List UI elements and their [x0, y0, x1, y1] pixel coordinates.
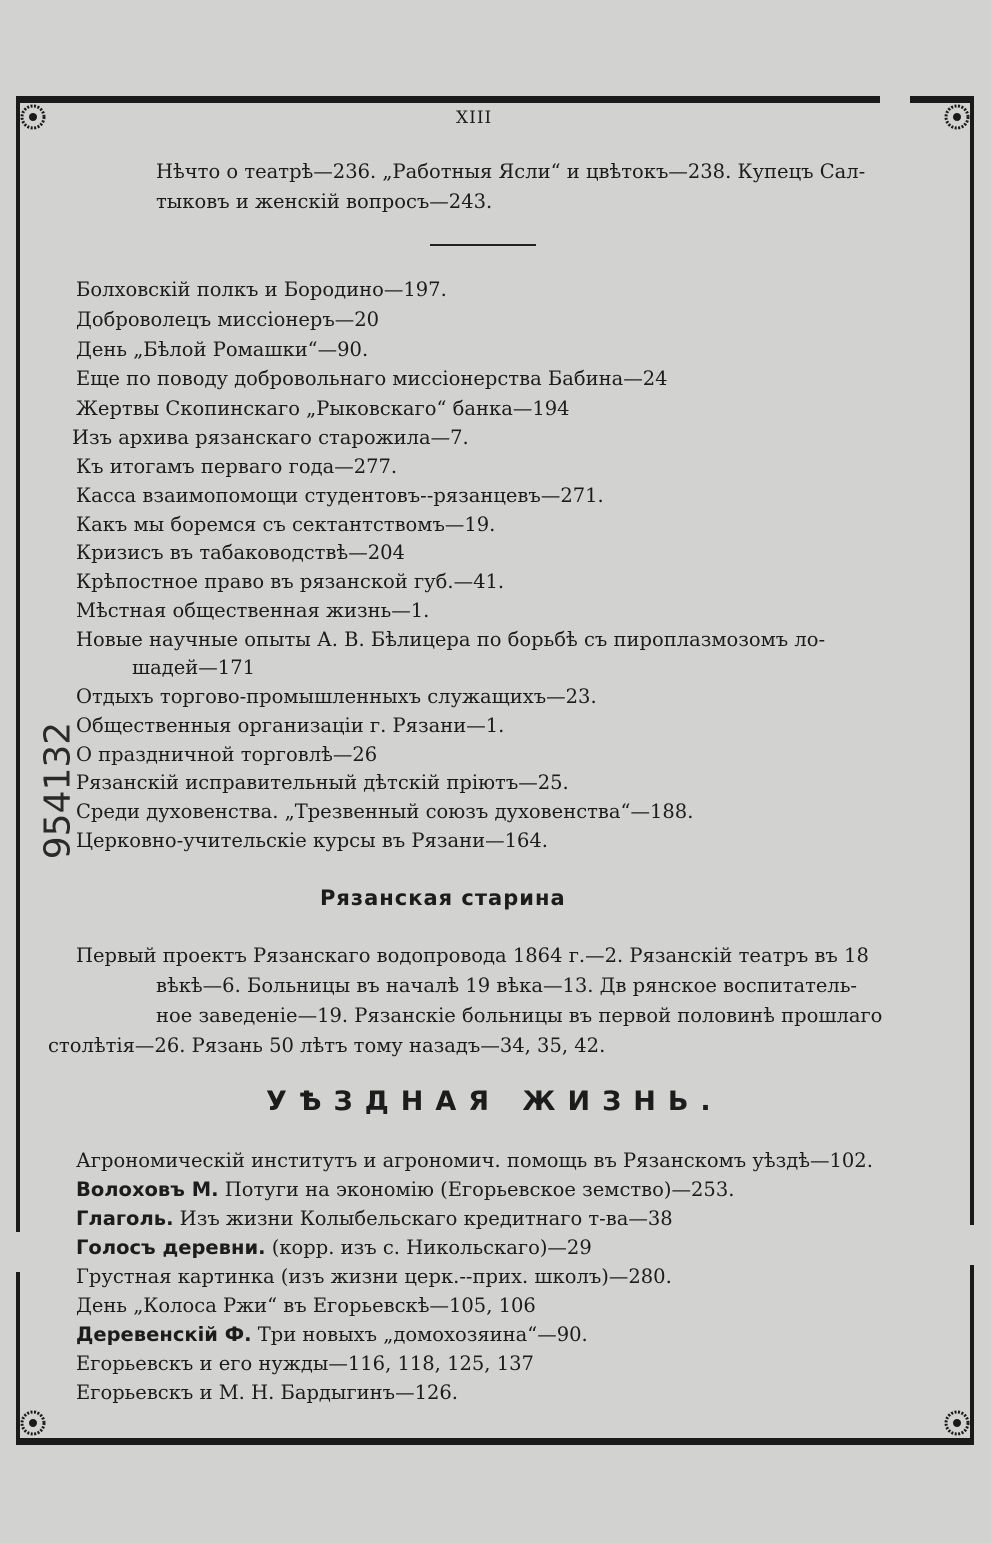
section-line: столѣтія—26. Рязань 50 лѣтъ тому назадъ—34, 35, 42. — [48, 1034, 606, 1057]
index-entry: Отдыхъ торгово-промышленныхъ служащихъ—23. — [76, 685, 597, 708]
index-entry: Доброволецъ миссіонеръ—20 — [76, 308, 380, 331]
index-entry: Церковно-учительскіе курсы въ Рязани—164. — [76, 829, 548, 852]
corner-ornament-icon — [20, 1410, 46, 1436]
entry-text: (корр. изъ с. Никольскаго)—29 — [265, 1236, 592, 1259]
entry-text: День „Колоса Ржи“ въ Егорьевскѣ—105, 106 — [76, 1294, 536, 1317]
entry-text: Три новыхъ „домохозяина“—90. — [251, 1323, 588, 1346]
corner-ornament-icon — [20, 104, 46, 130]
corner-ornament-icon — [944, 104, 970, 130]
index-entry: Мѣстная общественная жизнь—1. — [76, 599, 430, 622]
index-entry: Кризисъ въ табаководствѣ—204 — [76, 541, 405, 564]
index-entry: День „Бѣлой Ромашки“—90. — [76, 338, 369, 361]
index-entry: Рязанскій исправительный дѣтскій пріютъ—25. — [76, 771, 569, 794]
district-entry — [76, 1151, 873, 1171]
index-entry: Болховскій полкъ и Бородино—197. — [76, 278, 447, 301]
page-number: XIII — [456, 108, 493, 128]
entry-text: Егорьевскъ и М. Н. Бардыгинъ—126. — [76, 1381, 458, 1404]
entry-author: Глаголь. — [76, 1207, 174, 1230]
index-entry: Какъ мы боремся съ сектантствомъ—19. — [76, 513, 496, 536]
frame-top-gap — [880, 94, 910, 105]
index-entry: Крѣпостное право въ рязанской губ.—41. — [76, 570, 505, 593]
index-entry: Новые научные опыты А. В. Бѣлицера по борьбѣ съ пироплазмозомъ ло- — [76, 628, 826, 651]
entry-author: Деревенскій Ф. — [76, 1323, 252, 1346]
section-line: Первый проектъ Рязанскаго водопровода 1864 г.—2. Рязанскій театръ въ 18 — [76, 944, 869, 967]
entry-author: Волоховъ М. — [76, 1178, 219, 1201]
district-entry — [76, 1180, 734, 1200]
district-entry — [76, 1383, 458, 1403]
entry-text: Грустная картинка (изъ жизни церк.--прих. школъ)—280. — [76, 1265, 672, 1288]
section-heading: УѢЗДНАЯ ЖИЗНЬ. — [266, 1086, 723, 1117]
entry-author: Голосъ деревни. — [76, 1236, 266, 1259]
handwritten-inventory-number: 954132 — [37, 721, 79, 860]
intro-line: тыковъ и женскій вопросъ—243. — [156, 190, 493, 213]
section-line: ное заведеніе—19. Рязанскіе больницы въ первой половинѣ прошлаго — [156, 1004, 883, 1027]
corner-ornament-icon — [944, 1410, 970, 1436]
index-entry: Жертвы Скопинскаго „Рыковскаго“ банка—194 — [76, 397, 570, 420]
index-entry: Къ итогамъ перваго года—277. — [76, 455, 398, 478]
district-entry — [76, 1238, 592, 1258]
district-entry — [76, 1325, 588, 1345]
district-entry — [76, 1296, 536, 1316]
separator-rule — [430, 244, 536, 246]
index-entry: Среди духовенства. „Трезвенный союзъ духовенства“—188. — [76, 800, 694, 823]
intro-line: Нѣчто о театрѣ—236. „Работныя Ясли“ и цвѣтокъ—238. Купецъ Сал- — [156, 160, 866, 183]
frame-bottom-rule — [16, 1438, 974, 1445]
section-line: вѣкѣ—6. Больницы въ началѣ 19 вѣка—13. Дв рянское воспитатель- — [156, 974, 858, 997]
index-entry-continuation: шадей—171 — [132, 656, 256, 679]
entry-text: Агрономическій институтъ и агрономич. помощь въ Рязанскомъ уѣздѣ—102. — [76, 1149, 873, 1172]
index-entry: Изъ архива рязанскаго старожила—7. — [72, 426, 469, 449]
district-entry — [76, 1354, 534, 1374]
frame-right-gap — [968, 1225, 976, 1265]
frame-left-gap — [14, 1232, 22, 1272]
index-entry: О праздничной торговлѣ—26 — [76, 743, 378, 766]
entry-text: Потуги на экономію (Егорьевское земство)—253. — [218, 1178, 735, 1201]
entry-text: Егорьевскъ и его нужды—116, 118, 125, 137 — [76, 1352, 534, 1375]
district-entry — [76, 1209, 673, 1229]
index-entry: Общественныя организаціи г. Рязани—1. — [76, 714, 505, 737]
index-entry: Касса взаимопомощи студентовъ--рязанцевъ—271. — [76, 484, 604, 507]
frame-top-rule — [16, 96, 974, 103]
district-entry — [76, 1267, 672, 1287]
index-entry: Еще по поводу добровольнаго миссіонерства Бабина—24 — [76, 367, 668, 390]
section-heading: Рязанская старина — [320, 886, 566, 910]
entry-text: Изъ жизни Колыбельскаго кредитнаго т-ва—38 — [173, 1207, 673, 1230]
